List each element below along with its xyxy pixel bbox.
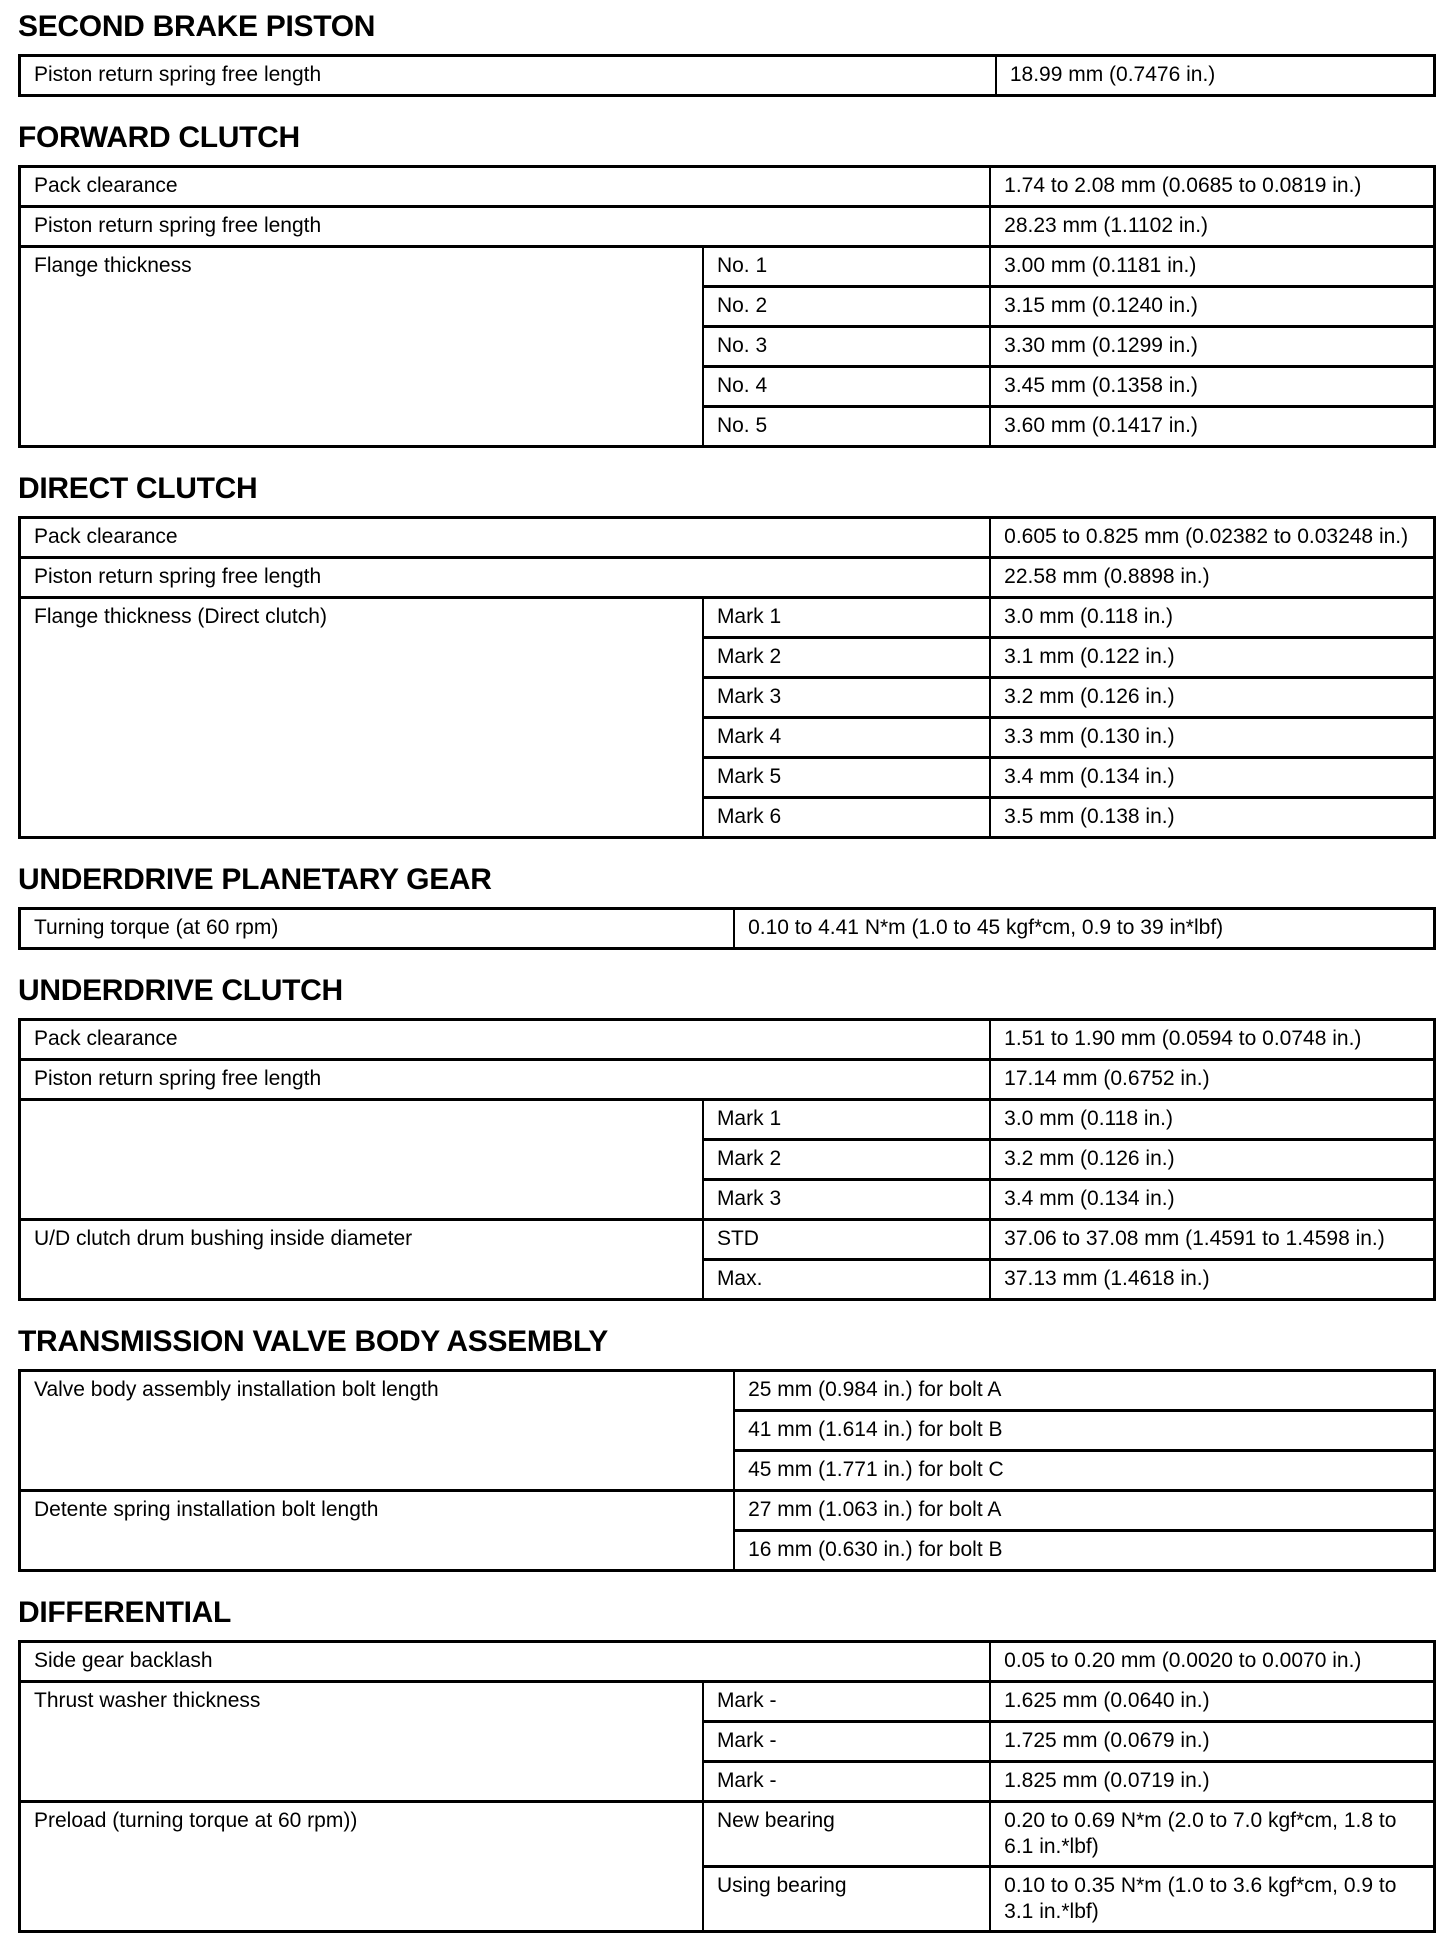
spec-label-cell: Piston return spring free length bbox=[20, 558, 991, 598]
section-heading: TRANSMISSION VALVE BODY ASSEMBLY bbox=[18, 1325, 608, 1358]
spec-value-cell: 45 mm (1.771 in.) for bolt C bbox=[734, 1451, 1434, 1491]
table-row bbox=[20, 1371, 1435, 1411]
spec-table-direct-clutch bbox=[18, 516, 1436, 839]
spec-table-transmission-valve-body-assembly bbox=[18, 1369, 1436, 1572]
spec-label-cell: Flange thickness (Direct clutch) bbox=[20, 598, 703, 838]
section-heading: DIFFERENTIAL bbox=[18, 1596, 232, 1629]
spec-sub-cell: No. 2 bbox=[703, 287, 990, 327]
table-row bbox=[20, 1491, 1435, 1531]
section-underdrive-planetary-gear bbox=[18, 863, 1436, 950]
spec-sub-cell: Mark 3 bbox=[703, 678, 990, 718]
spec-label-cell bbox=[20, 1100, 703, 1220]
spec-label-cell: U/D clutch drum bushing inside diameter bbox=[20, 1220, 703, 1300]
spec-value-cell: 27 mm (1.063 in.) for bolt A bbox=[734, 1491, 1434, 1531]
spec-label-cell: Thrust washer thickness bbox=[20, 1682, 703, 1802]
section-heading: FORWARD CLUTCH bbox=[18, 121, 300, 154]
spec-table-underdrive-planetary-gear bbox=[18, 907, 1436, 950]
section-second-brake-piston bbox=[18, 10, 1436, 97]
spec-value-cell: 0.20 to 0.69 N*m (2.0 to 7.0 kgf*cm, 1.8 to 6.1 in.*lbf) bbox=[990, 1802, 1434, 1867]
spec-value-cell: 3.5 mm (0.138 in.) bbox=[990, 798, 1434, 838]
spec-value-cell: 3.3 mm (0.130 in.) bbox=[990, 718, 1434, 758]
table-row bbox=[20, 1802, 1435, 1867]
table-row bbox=[20, 247, 1435, 287]
spec-value-cell: 1.725 mm (0.0679 in.) bbox=[990, 1722, 1434, 1762]
spec-sub-cell: Mark 2 bbox=[703, 638, 990, 678]
spec-value-cell: 3.2 mm (0.126 in.) bbox=[990, 1140, 1434, 1180]
spec-value-cell: 17.14 mm (0.6752 in.) bbox=[990, 1060, 1434, 1100]
spec-value-cell: 3.4 mm (0.134 in.) bbox=[990, 1180, 1434, 1220]
spec-value-cell: 41 mm (1.614 in.) for bolt B bbox=[734, 1411, 1434, 1451]
table-row bbox=[20, 598, 1435, 638]
spec-value-cell: 3.0 mm (0.118 in.) bbox=[990, 1100, 1434, 1140]
spec-value-cell: 1.51 to 1.90 mm (0.0594 to 0.0748 in.) bbox=[990, 1020, 1434, 1060]
spec-value-cell: 3.00 mm (0.1181 in.) bbox=[990, 247, 1434, 287]
table-row bbox=[20, 1100, 1435, 1140]
table-row bbox=[20, 558, 1435, 598]
spec-sub-cell: Mark - bbox=[703, 1762, 990, 1802]
spec-value-cell: 0.05 to 0.20 mm (0.0020 to 0.0070 in.) bbox=[990, 1642, 1434, 1682]
spec-sub-cell: New bearing bbox=[703, 1802, 990, 1867]
spec-sub-cell: No. 3 bbox=[703, 327, 990, 367]
spec-value-cell: 22.58 mm (0.8898 in.) bbox=[990, 558, 1434, 598]
spec-label-cell: Pack clearance bbox=[20, 1020, 991, 1060]
table-row bbox=[20, 56, 1435, 96]
spec-label-cell: Valve body assembly installation bolt length bbox=[20, 1371, 735, 1491]
section-heading: DIRECT CLUTCH bbox=[18, 472, 258, 505]
table-row bbox=[20, 909, 1435, 949]
spec-value-cell: 3.60 mm (0.1417 in.) bbox=[990, 407, 1434, 447]
spec-label-cell: Side gear backlash bbox=[20, 1642, 991, 1682]
spec-value-cell: 25 mm (0.984 in.) for bolt A bbox=[734, 1371, 1434, 1411]
spec-sub-cell: Mark - bbox=[703, 1722, 990, 1762]
section-direct-clutch bbox=[18, 472, 1436, 839]
spec-value-cell: 37.06 to 37.08 mm (1.4591 to 1.4598 in.) bbox=[990, 1220, 1434, 1260]
section-transmission-valve-body-assembly bbox=[18, 1325, 1436, 1572]
spec-sub-cell: Mark 6 bbox=[703, 798, 990, 838]
spec-value-cell: 3.4 mm (0.134 in.) bbox=[990, 758, 1434, 798]
table-row bbox=[20, 1020, 1435, 1060]
spec-table-second-brake-piston bbox=[18, 54, 1436, 97]
spec-sub-cell: Mark 1 bbox=[703, 598, 990, 638]
spec-label-cell: Piston return spring free length bbox=[20, 56, 996, 96]
spec-label-cell: Piston return spring free length bbox=[20, 1060, 991, 1100]
spec-sub-cell: No. 1 bbox=[703, 247, 990, 287]
spec-value-cell: 3.15 mm (0.1240 in.) bbox=[990, 287, 1434, 327]
spec-sub-cell: Mark 3 bbox=[703, 1180, 990, 1220]
spec-label-cell: Piston return spring free length bbox=[20, 207, 991, 247]
spec-label-cell: Flange thickness bbox=[20, 247, 703, 447]
spec-table-differential bbox=[18, 1640, 1436, 1933]
spec-value-cell: 1.625 mm (0.0640 in.) bbox=[990, 1682, 1434, 1722]
spec-value-cell: 3.1 mm (0.122 in.) bbox=[990, 638, 1434, 678]
table-row bbox=[20, 1682, 1435, 1722]
spec-label-cell: Turning torque (at 60 rpm) bbox=[20, 909, 735, 949]
spec-value-cell: 3.0 mm (0.118 in.) bbox=[990, 598, 1434, 638]
spec-value-cell: 16 mm (0.630 in.) for bolt B bbox=[734, 1531, 1434, 1571]
spec-value-cell: 0.10 to 4.41 N*m (1.0 to 45 kgf*cm, 0.9 to 39 in*lbf) bbox=[734, 909, 1434, 949]
spec-sub-cell: Max. bbox=[703, 1260, 990, 1300]
spec-value-cell: 3.45 mm (0.1358 in.) bbox=[990, 367, 1434, 407]
table-row bbox=[20, 518, 1435, 558]
spec-value-cell: 0.605 to 0.825 mm (0.02382 to 0.03248 in.) bbox=[990, 518, 1434, 558]
spec-table-underdrive-clutch bbox=[18, 1018, 1436, 1301]
spec-label-cell: Pack clearance bbox=[20, 518, 991, 558]
spec-sub-cell: Mark 2 bbox=[703, 1140, 990, 1180]
section-underdrive-clutch bbox=[18, 974, 1436, 1301]
spec-sub-cell: Mark - bbox=[703, 1682, 990, 1722]
table-row bbox=[20, 1060, 1435, 1100]
section-differential bbox=[18, 1596, 1436, 1933]
spec-value-cell: 28.23 mm (1.1102 in.) bbox=[990, 207, 1434, 247]
spec-value-cell: 1.74 to 2.08 mm (0.0685 to 0.0819 in.) bbox=[990, 167, 1434, 207]
spec-sub-cell: STD bbox=[703, 1220, 990, 1260]
spec-sub-cell: Mark 1 bbox=[703, 1100, 990, 1140]
spec-label-cell: Pack clearance bbox=[20, 167, 991, 207]
section-heading: UNDERDRIVE PLANETARY GEAR bbox=[18, 863, 492, 896]
spec-label-cell: Preload (turning torque at 60 rpm)) bbox=[20, 1802, 703, 1932]
spec-value-cell: 3.30 mm (0.1299 in.) bbox=[990, 327, 1434, 367]
section-forward-clutch bbox=[18, 121, 1436, 448]
spec-value-cell: 37.13 mm (1.4618 in.) bbox=[990, 1260, 1434, 1300]
spec-value-cell: 1.825 mm (0.0719 in.) bbox=[990, 1762, 1434, 1802]
spec-label-cell: Detente spring installation bolt length bbox=[20, 1491, 735, 1571]
spec-value-cell: 0.10 to 0.35 N*m (1.0 to 3.6 kgf*cm, 0.9 to 3.1 in.*lbf) bbox=[990, 1867, 1434, 1932]
table-row bbox=[20, 207, 1435, 247]
spec-sub-cell: Using bearing bbox=[703, 1867, 990, 1932]
spec-sub-cell: Mark 5 bbox=[703, 758, 990, 798]
section-heading: UNDERDRIVE CLUTCH bbox=[18, 974, 343, 1007]
table-row bbox=[20, 1642, 1435, 1682]
section-heading: SECOND BRAKE PISTON bbox=[18, 10, 376, 43]
spec-sub-cell: Mark 4 bbox=[703, 718, 990, 758]
spec-value-cell: 18.99 mm (0.7476 in.) bbox=[996, 56, 1435, 96]
spec-sub-cell: No. 4 bbox=[703, 367, 990, 407]
table-row bbox=[20, 167, 1435, 207]
spec-table-forward-clutch bbox=[18, 165, 1436, 448]
table-row bbox=[20, 1220, 1435, 1260]
spec-sub-cell: No. 5 bbox=[703, 407, 990, 447]
spec-value-cell: 3.2 mm (0.126 in.) bbox=[990, 678, 1434, 718]
